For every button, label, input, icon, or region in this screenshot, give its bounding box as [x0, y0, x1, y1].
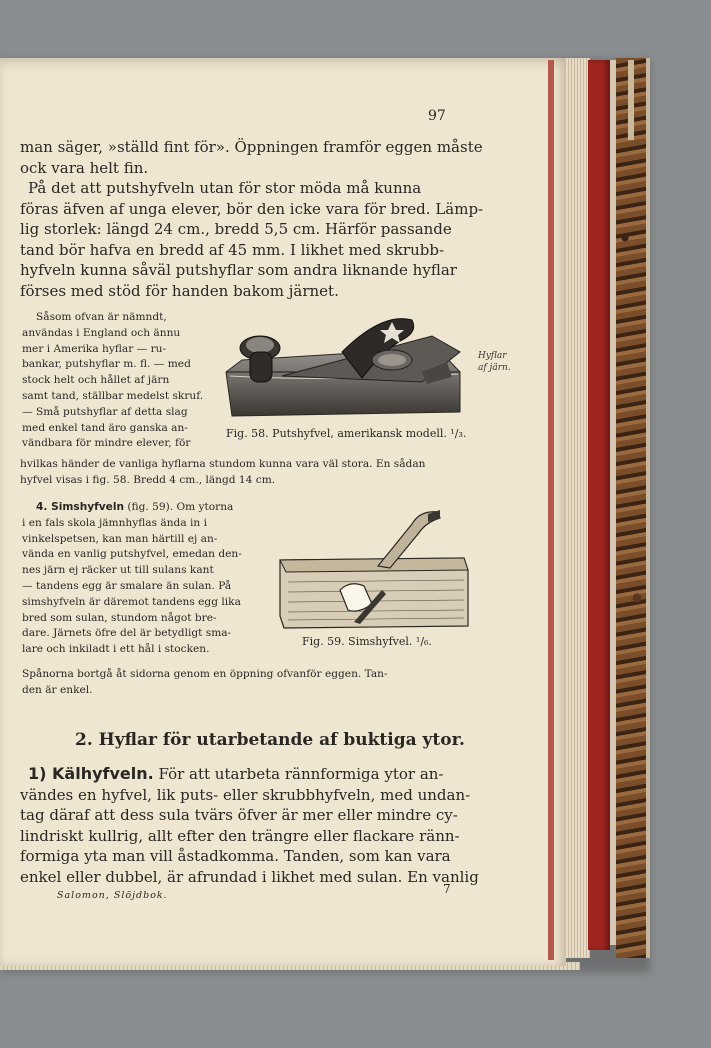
text-line: hyfvel visas i fig. 58. Bredd 4 cm., längd 14 cm.: [20, 473, 276, 486]
text-line: vändbara för mindre elever, för: [22, 437, 191, 449]
text-line: [22, 500, 264, 516]
kalhyfveln-heading: 1) Kälhyfveln.: [28, 764, 154, 783]
text-line: — tandens egg är smalare än sulan. På: [22, 579, 232, 592]
text-line: [20, 764, 475, 785]
text-line: Såsom ofvan är nämndt,: [36, 311, 167, 323]
text-line: lig storlek: längd 24 cm., bredd 5,5 cm. Härför passande: [20, 220, 452, 238]
text-line: vinkelspetsen, kan man härtill ej an-: [22, 532, 218, 545]
page-edge-light: [610, 60, 616, 945]
text-line: mer i Amerika hyflar — ru-: [22, 342, 167, 355]
text-line: nes järn ej räcker ut till sulans kant: [22, 564, 214, 577]
fig58-caption: Fig. 58. Putshyfvel, amerikansk modell. ¹/₃.: [226, 427, 467, 440]
text-line: förses med stöd för handen bakom järnet.: [20, 281, 339, 300]
section-heading: 2. Hyflar för utarbetande af buktiga ytor.: [75, 730, 465, 750]
footer-book-title: Salomon, Slöjdbok.: [57, 890, 168, 901]
fig58-smoothing-plane-illustration: [222, 312, 462, 420]
text-line: samt tand, ställbar medelst skruf.: [22, 389, 204, 402]
cover-strip: [628, 60, 634, 140]
text-line: enkel eller dubbel, är afrundad i likhet med sulan. En vanlig: [20, 867, 479, 886]
text-line: vända en vanlig putshyfvel, emedan den-: [22, 548, 242, 561]
marginal-line: Hyflar: [478, 351, 507, 361]
text-line: användas i England och ännu: [22, 326, 181, 339]
text-line: dare. Järnets öfre del är betydligt sma-: [22, 627, 232, 640]
small-text-spanorna: [22, 667, 477, 699]
page-number: 97: [428, 108, 446, 124]
small-text-continued: [22, 436, 222, 452]
text-line: man säger, »ställd fint för». Öppningen framför eggen måste: [20, 138, 483, 156]
text-line: den är enkel.: [22, 683, 93, 696]
footer-signature-number: 7: [443, 882, 451, 896]
fig59-rabbet-plane-illustration: [278, 506, 470, 632]
fig59-caption: Fig. 59. Simshyfvel. ¹/₆.: [302, 635, 432, 648]
red-page-edge: [588, 60, 610, 950]
red-edge-line: [548, 60, 554, 960]
text-line: På det att putshyfveln utan för stor möda må kunna: [28, 179, 422, 197]
paragraph-putshyfveln: [20, 137, 484, 301]
text-span: (fig. 59). Om ytorna: [124, 501, 234, 513]
book-cover-edge: [616, 58, 650, 958]
text-line: — Små putshyflar af detta slag: [22, 405, 188, 418]
text-line: lare och inkiladt i ett hål i stocken.: [22, 643, 210, 656]
text-line: Spånorna bortgå åt sidorna genom en öppning ofvanför eggen. Tan-: [22, 668, 388, 680]
small-text-iron-planes: [22, 310, 212, 436]
text-line: vändes en hyfvel, lik puts- eller skrubbhyfveln, med undan-: [20, 785, 471, 804]
text-line: ock vara helt fin.: [20, 158, 149, 177]
text-line: simshyfveln är däremot tandens egg lika: [22, 595, 241, 608]
text-line: tag däraf att dess sula tvärs öfver är mer eller mindre cy-: [20, 806, 458, 824]
text-line: i en fals skola jämnhyflas ända in i: [22, 516, 207, 529]
text-line: stock helt och hållet af järn: [22, 374, 170, 387]
paragraph-kalhyfveln: [20, 764, 479, 887]
simshyfveln-heading: 4. Simshyfveln: [36, 501, 125, 513]
marginal-note: [478, 350, 511, 374]
text-line: föras äfven af unga elever, bör den icke vara för bred. Lämp-: [20, 199, 484, 218]
small-text-full-width: [20, 457, 475, 489]
text-line: bred som sulan, stundom något bre-: [22, 611, 217, 624]
text-line: tand bör hafva en bredd af 45 mm. I likhet med skrubb-: [20, 240, 445, 259]
text-span: För att utarbeta rännformiga ytor an-: [153, 765, 444, 783]
marginal-line: af järn.: [478, 363, 511, 373]
small-text-simshyfveln: [22, 500, 264, 658]
text-line: hyfveln kunna såväl putshyflar som andra liknande hyflar: [20, 261, 457, 279]
text-line: bankar, putshyflar m. fl. — med: [22, 358, 191, 371]
text-line: lindriskt kullrig, allt efter den trängre eller flackare ränn-: [20, 826, 460, 845]
text-line: med enkel tand äro ganska an-: [22, 421, 188, 434]
text-line: hvilkas händer de vanliga hyflarna stundom kunna vara väl stora. En sådan: [20, 458, 426, 470]
text-line: formiga yta man vill åstadkomma. Tanden, som kan vara: [20, 847, 451, 865]
